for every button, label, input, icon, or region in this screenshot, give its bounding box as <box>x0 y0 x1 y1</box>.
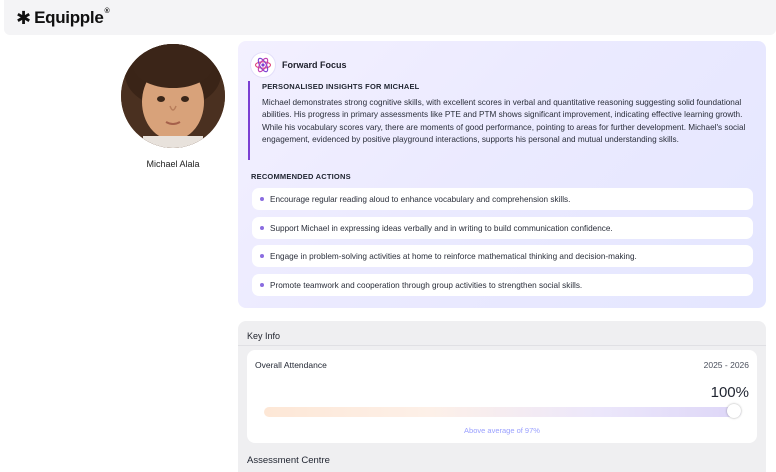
attendance-year: 2025 - 2026 <box>703 360 749 370</box>
action-text: Engage in problem-solving activities at home to reinforce mathematical thinking and decision-making. <box>270 251 637 261</box>
divider <box>238 345 766 346</box>
action-item[interactable] <box>252 274 753 296</box>
personalised-insights <box>248 81 753 160</box>
bullet-dot-icon <box>260 226 264 230</box>
attendance-card <box>247 350 757 443</box>
progress-handle[interactable] <box>727 404 741 418</box>
student-avatar <box>121 44 225 148</box>
action-text: Support Michael in expressing ideas verbally and in writing to build communication confidence. <box>270 223 613 233</box>
student-name: Michael Alala <box>146 159 200 169</box>
top-bar <box>4 0 776 35</box>
bullet-dot-icon <box>260 197 264 201</box>
bullet-dot-icon <box>260 283 264 287</box>
attendance-percent: 100% <box>710 384 749 401</box>
attendance-progress-bar <box>264 407 741 417</box>
brand-logo[interactable] <box>16 8 109 28</box>
insights-heading: PERSONALISED INSIGHTS FOR MICHAEL <box>262 82 420 91</box>
attendance-progress-fill <box>264 407 741 417</box>
bullet-dot-icon <box>260 254 264 258</box>
action-item[interactable] <box>252 188 753 210</box>
forward-focus-title: Forward Focus <box>282 60 347 70</box>
forward-focus-card <box>238 41 766 308</box>
action-text: Promote teamwork and cooperation through group activities to strengthen social skills. <box>270 280 583 290</box>
key-info-card <box>238 321 766 472</box>
atom-orbit-icon <box>251 53 275 77</box>
action-item[interactable] <box>252 245 753 267</box>
action-text: Encourage regular reading aloud to enhance vocabulary and comprehension skills. <box>270 194 571 204</box>
attendance-caption: Above average of 97% <box>464 426 540 435</box>
key-info-title: Key Info <box>247 331 281 341</box>
assessment-centre-title: Assessment Centre <box>247 455 330 466</box>
asterisk-logo-icon: ✱ <box>16 8 32 28</box>
attendance-label: Overall Attendance <box>255 360 327 370</box>
action-item[interactable] <box>252 217 753 239</box>
brand-name: Equipple® <box>34 8 110 27</box>
recommended-actions-heading: RECOMMENDED ACTIONS <box>251 172 351 181</box>
insights-body: Michael demonstrates strong cognitive skills, with excellent scores in verbal and quantitative reasoning suggesting solid foundational abilities. His progress in primary assessments like PTE and PTM shows significant improvement, indicating effective learning growth. While his vocabulary scores vary, there are moments of good performance, pointing to areas for further development. Michael's social engagement, evidenced by positive playground interactions, supports his personal and mutual understanding skills. <box>262 98 746 144</box>
